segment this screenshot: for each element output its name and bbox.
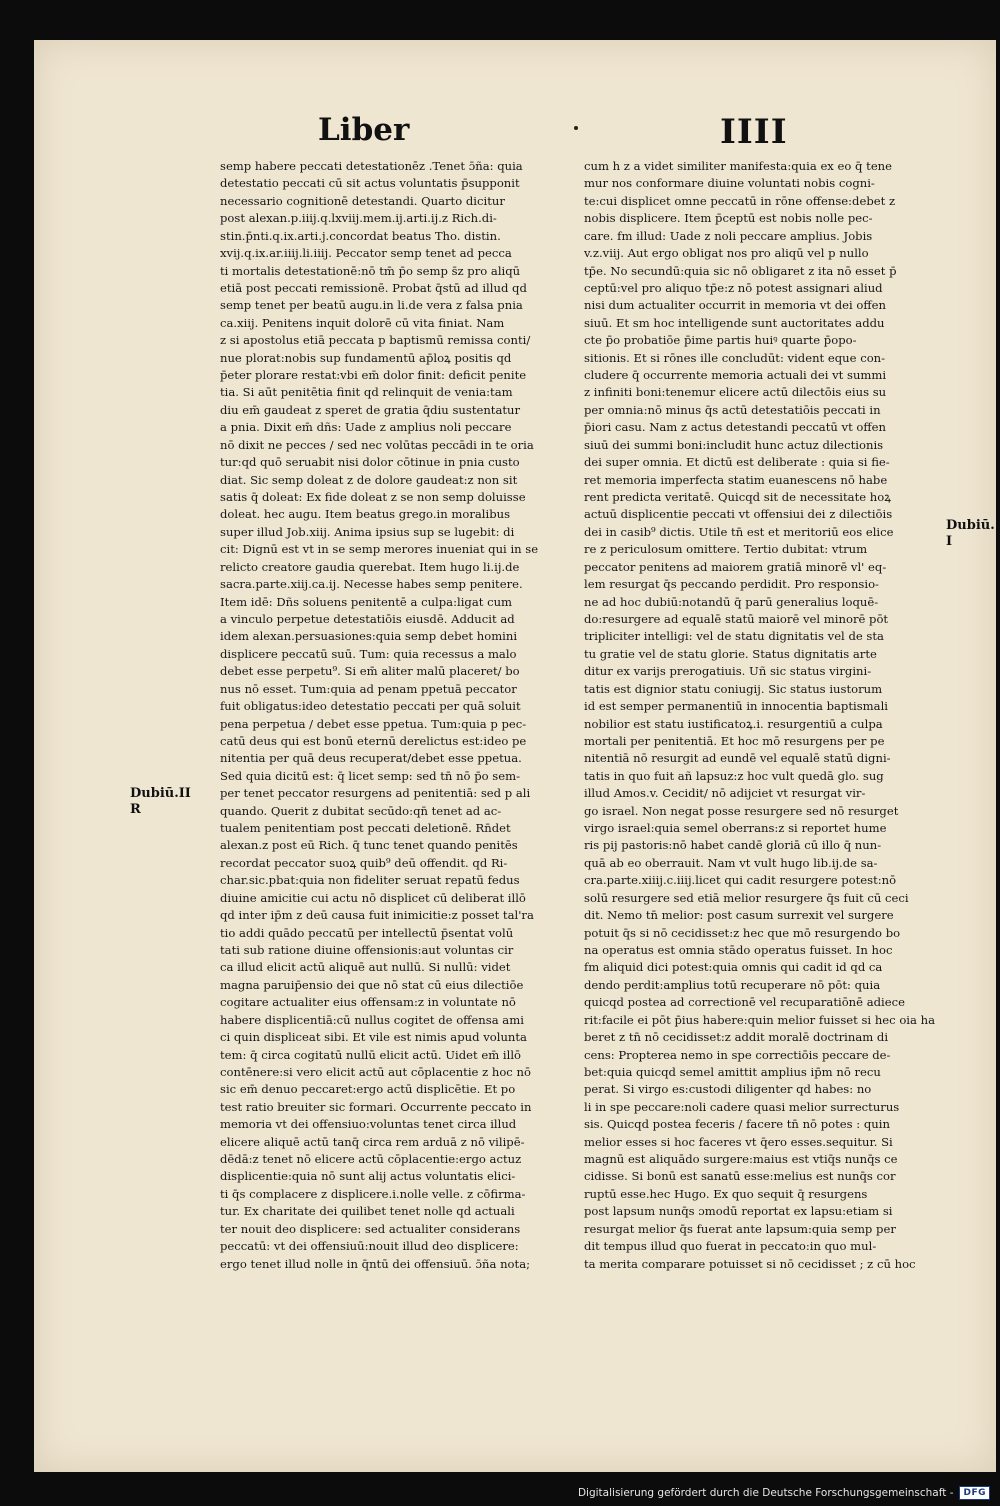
- text-line: ris pij pastoris:nō habet candē gloriā cū illo q̄ nun-: [584, 838, 882, 853]
- text-line: dendo perdit:amplius totū recuperare nō pōt: quia: [584, 977, 881, 992]
- text-line: displicentie:quia nō sunt alij actus voluntatis elici-: [220, 1169, 516, 1184]
- text-line: alexan.z post eū Rich. q̄ tunc tenet quando penitēs: [220, 838, 518, 853]
- text-line: ca.xiij. Penitens inquit dolorē cū vita finiat. Nam: [220, 315, 505, 330]
- text-line: contēnere:si vero elicit actū aut cōplacentie z hoc nō: [220, 1064, 531, 1079]
- text-line: cidisse. Si bonū est sanatū esse:melius est nunq̄s cor: [584, 1169, 896, 1184]
- text-line: a vinculo perpetue detestatiōis eiusdē. Adducit ad: [220, 611, 515, 626]
- text-line: dit tempus illud quo fuerat in peccato:in quo mul-: [584, 1239, 877, 1254]
- margin-note-right-line: Dubiū.: [946, 518, 995, 533]
- text-line: tu gratie vel de statu glorie. Status dignitatis arte: [584, 646, 877, 661]
- text-line: fuit obligatus:ideo detestatio peccati per quā soluit: [220, 699, 521, 714]
- text-line: sic em̄ denuo peccaret:ergo actū displicētie. Et po: [220, 1082, 516, 1097]
- text-line: solū resurgere sed etiā melior resurgere q̄s fuit cū ceci: [584, 890, 909, 905]
- text-line: stin.p̄nti.q.ix.arti.j.concordat beatus Tho. distin.: [220, 228, 501, 243]
- text-line: test ratio breuiter sic formari. Occurrente peccato in: [220, 1099, 532, 1114]
- margin-note-left-line: Dubiū.II: [130, 786, 191, 801]
- text-line: perat. Si virgo es:custodi diligenter qd habes: no: [584, 1082, 872, 1097]
- margin-note-left: [130, 786, 191, 818]
- text-line: per omnia:nō minus q̄s actū detestatiōis peccati in: [584, 402, 881, 417]
- text-line: ci quin displiceat sibi. Et vile est nimis apud volunta: [220, 1030, 527, 1045]
- text-line: nue plorat:nobis sup fundamentū ap̄loꝝ positis qd: [220, 350, 512, 365]
- text-line: illud Amos.v. Cecidit/ nō adijciet vt resurgat vir-: [584, 786, 866, 801]
- text-line: cte p̄o probatiōe p̄ime partis huiꝰ quarte p̄opo-: [584, 333, 857, 348]
- text-line: Item idē: Dñs soluens penitentē a culpa:ligat cum: [220, 594, 513, 609]
- text-line: quando. Querit z dubitat secūdo:qn̄ tenet ad ac-: [220, 803, 502, 818]
- text-line: ditur ex varijs prerogatiuis. Uñ sic status virgini-: [584, 664, 872, 679]
- text-line: resurgat melior q̄s fuerat ante lapsum:quia semp per: [584, 1221, 896, 1236]
- text-line: na operatus est omnia stādo operatus fuisset. In hoc: [584, 942, 893, 957]
- text-line: mortali per penitentiā. Et hoc mō resurgens per pe: [584, 733, 885, 748]
- text-line: melior esses si hoc faceres vt q̄ero esses.sequitur. Si: [584, 1134, 893, 1149]
- text-line: tur. Ex charitate dei quilibet tenet nolle qd actuali: [220, 1204, 515, 1219]
- text-line: ter nouit deo displicere: sed actualiter considerans: [220, 1221, 521, 1236]
- text-line: nō dixit ne pecces / sed nec volūtas peccādi in te oria: [220, 437, 534, 452]
- text-line: char.sic.pbat:quia non fideliter seruat repatū fedus: [220, 873, 520, 888]
- text-line: debet esse perpetu⁹. Si em̄ aliter malū placeret/ bo: [220, 664, 520, 679]
- text-line: dēdā:z tenet nō elicere actū cōplacentie:ergo actuz: [220, 1152, 522, 1167]
- text-line: rit:facile ei pōt p̄ius habere:quin melior fuisset si hec oia ha: [584, 1012, 935, 1027]
- text-line: te:cui displicet omne peccatū in rōne offense:debet z: [584, 193, 896, 208]
- text-line: recordat peccator suoꝝ quib⁹ deū offendit. qd Ri-: [220, 855, 508, 870]
- text-line: tualem penitentiam post peccati deletionē. Rn̄det: [220, 821, 511, 836]
- text-line: tur:qd quō seruabit nisi dolor cōtinue in pnia custo: [220, 455, 520, 470]
- text-line: memoria vt dei offensiuo:voluntas tenet circa illud: [220, 1117, 517, 1132]
- text-line: tio addi quādo peccatū per intellectū p̄sentat volū: [220, 925, 514, 940]
- text-line: relicto creatore gaudia querebat. Item hugo li.ij.de: [220, 559, 520, 574]
- text-line: beret z tn̄ nō cecidisset:z addit moralē doctrinam di: [584, 1030, 889, 1045]
- text-line: satis q̄ doleat: Ex fide doleat z se non semp doluisse: [220, 490, 526, 505]
- text-line: siuū dei summi boni:includit hunc actuz dilectionis: [584, 437, 884, 452]
- text-line: actuū displicentie peccati vt offensiui dei z dilectiōis: [584, 507, 893, 522]
- text-line: nitentiā nō resurgit ad eundē vel equalē statū digni-: [584, 751, 891, 766]
- running-title: Liber: [318, 112, 410, 148]
- dfg-logo-icon: DFG: [959, 1486, 990, 1500]
- margin-note-right: [946, 518, 995, 550]
- text-line: idem alexan.persuasiones:quia semp debet homini: [220, 629, 518, 644]
- text-line: per tenet peccator resurgens ad penitentiā: sed p ali: [220, 786, 531, 801]
- text-line: potuit q̄s si nō cecidisset:z hec que mō resurgendo bo: [584, 925, 901, 940]
- text-line: lem resurgat q̄s peccando perdidit. Pro responsio-: [584, 577, 879, 592]
- text-line: mur nos conformare diuine voluntati nobis cogni-: [584, 176, 875, 191]
- text-line: post alexan.p.iiij.q.lxviij.mem.ij.arti.ij.z Rich.di-: [220, 211, 497, 226]
- text-line: nus nō esset. Tum:quia ad penam ppetuā peccator: [220, 681, 517, 696]
- text-line: diat. Sic semp doleat z de dolore gaudeat:z non sit: [220, 472, 518, 487]
- text-line: pena perpetua / debet esse ppetua. Tum:quia p pec-: [220, 716, 527, 731]
- text-line: tatis est dignior statu coniugij. Sic status iustorum: [584, 681, 883, 696]
- text-line: do:resurgere ad equalē statū maiorē vel minorē pōt: [584, 611, 889, 626]
- header-dot: [574, 126, 578, 130]
- text-line: displicere peccatū suū. Tum: quia recessus a malo: [220, 646, 517, 661]
- text-line: tripliciter intelligi: vel de statu dignitatis vel de sta: [584, 629, 884, 644]
- footer-bar: [0, 1480, 1000, 1506]
- margin-note-left-line: R: [130, 802, 141, 817]
- text-line: rent predicta veritatē. Quicqd sit de necessitate hoꝝ: [584, 490, 891, 505]
- folio-number: IIII: [720, 112, 788, 152]
- text-line: sacra.parte.xiij.ca.ij. Necesse habes semp penitere.: [220, 577, 523, 592]
- margin-note-right-line: I: [946, 534, 953, 549]
- text-line: Sed quia dicitū est: q̄ licet semp: sed tn̄ nō p̄o sem-: [220, 768, 521, 783]
- text-line: re z periculosum omittere. Tertio dubitat: vtrum: [584, 542, 868, 557]
- text-line: nobilior est statu iustificatoꝝ.i. resurgentiū a culpa: [584, 716, 883, 731]
- text-line: id est semper permanentiū in innocentia baptismali: [584, 699, 888, 714]
- text-line: cludere q̄ occurrente memoria actuali dei vt summi: [584, 368, 887, 383]
- text-line: peccator penitens ad maiorem gratiā minorē vl' eq-: [584, 559, 887, 574]
- text-line: ti mortalis detestationē:nō tm̄ p̄o semp s̄z pro aliqū: [220, 263, 521, 278]
- text-line: elicere aliquē actū tanq̄ circa rem arduā z nō vilipē-: [220, 1134, 525, 1149]
- text-line: necessario cognitionē detestandi. Quarto dicitur: [220, 193, 505, 208]
- text-line: nisi dum actualiter occurrit in memoria vt dei offen: [584, 298, 886, 313]
- text-line: sitionis. Et si rōnes ille concludūt: vident eque con-: [584, 350, 886, 365]
- text-line: dit. Nemo tn̄ melior: post casum surrexit vel surgere: [584, 908, 894, 923]
- text-line: nobis displicere. Item p̄ceptū est nobis nolle pec-: [584, 211, 873, 226]
- text-line: tatis in quo fuit añ lapsuz:z hoc vult quedā glo. sug: [584, 768, 884, 783]
- text-line: detestatio peccati cū sit actus voluntatis p̄supponit: [220, 176, 520, 191]
- text-line: z infiniti boni:tenemur elicere actū dilectōis eius su: [584, 385, 887, 400]
- text-line: xvij.q.ix.ar.iiij.li.iiij. Peccator semp tenet ad pecca: [220, 246, 512, 261]
- text-line: tp̄e. No secundū:quia sic nō obligaret z ita nō esset p̄: [584, 263, 897, 278]
- text-line: ti q̄s complacere z displicere.i.nolle velle. z cōfirma-: [220, 1186, 526, 1201]
- text-line: p̄iori casu. Nam z actus detestandi peccatū vt offen: [584, 420, 886, 435]
- text-line: z si apostolus etiā peccata p baptismū remissa conti/: [220, 333, 531, 348]
- text-line: virgo israel:quia semel oberrans:z si reportet hume: [584, 821, 887, 836]
- text-line: cum h z a videt similiter manifesta:quia ex eo q̄ tene: [584, 159, 893, 173]
- text-line: super illud Job.xiij. Anima ipsius sup se lugebit: di: [220, 524, 515, 539]
- text-line: care. fm illud: Uade z noli peccare amplius. Jobis: [584, 228, 873, 243]
- text-line: diuine amicitie cui actu nō displicet cū deliberat illō: [220, 890, 526, 905]
- text-line: cogitare actualiter eius offensam:z in voluntate nō: [220, 995, 516, 1010]
- text-line: p̄eter plorare restat:vbi em̄ dolor finit: deficit penite: [220, 368, 527, 383]
- text-line: semp habere peccati detestationēz .Tenet ɔ̄ña: quia: [220, 159, 523, 173]
- text-line: quicqd postea ad correctionē vel recuparatiōnē adiece: [584, 995, 905, 1010]
- text-line: dei in casib⁹ dictis. Utile tn̄ est et meritoriū eos elice: [584, 524, 894, 539]
- text-line: go israel. Non negat posse resurgere sed nō resurget: [584, 803, 899, 818]
- text-line: post lapsum nunq̄s ɔmodū reportat ex lapsu:etiam si: [584, 1204, 893, 1219]
- text-line: ta merita comparare potuisset si nō cecidisset ; z cū hoc: [584, 1256, 916, 1271]
- text-line: v.z.viij. Aut ergo obligat nos pro aliqū vel p nullo: [584, 246, 869, 261]
- text-column-right: [584, 158, 942, 1273]
- text-column-left: [220, 158, 574, 1273]
- text-line: cens: Propterea nemo in spe correctiōis peccare de-: [584, 1047, 891, 1062]
- text-line: quā ab eo oberrauit. Nam vt vult hugo lib.ij.de sa-: [584, 855, 878, 870]
- text-line: a pnia. Dixit em̄ dñs: Uade z amplius noli peccare: [220, 420, 512, 435]
- text-line: semp tenet per beatū augu.in li.de vera z falsa pnia: [220, 298, 523, 313]
- text-line: habere displicentiā:cū nullus cogitet de offensa ami: [220, 1012, 524, 1027]
- text-line: fm aliquid dici potest:quia omnis qui cadit id qd ca: [584, 960, 883, 975]
- text-line: cit: Dignū est vt in se semp merores inueniat qui in se: [220, 542, 539, 557]
- text-line: nitentia per quā deus recuperat/debet esse ppetua.: [220, 751, 522, 766]
- text-line: ne ad hoc dubiū:notandū q̄ parū generalius loquē-: [584, 594, 879, 609]
- text-line: peccatū: vt dei offensiuū:nouit illud deo displicere:: [220, 1239, 519, 1254]
- text-line: doleat. hec augu. Item beatus grego.in moralibus: [220, 507, 511, 522]
- text-line: etiā post peccati remissionē. Probat q̄stū ad illud qd: [220, 280, 527, 295]
- text-line: catū deus qui est bonū eternū derelictus est:ideo pe: [220, 733, 527, 748]
- text-line: dei super omnia. Et dictū est deliberate : quia si fie-: [584, 455, 890, 470]
- text-line: sis. Quicqd postea feceris / facere tn̄ nō potes : quin: [584, 1117, 890, 1132]
- text-line: ca illud elicit actū aliquē aut nullū. Si nullū: videt: [220, 960, 511, 975]
- text-line: ret memoria imperfecta statim euanescens nō habe: [584, 472, 888, 487]
- text-line: siuū. Et sm hoc intelligende sunt auctoritates addu: [584, 315, 885, 330]
- text-line: cra.parte.xiiij.c.iiij.licet qui cadit resurgere potest:nō: [584, 873, 897, 888]
- text-line: ergo tenet illud nolle in q̄ntū dei offensiuū. ɔ̄ña nota;: [220, 1256, 531, 1271]
- text-line: qd inter ip̄m z deū causa fuit inimicitie:z posset tal'ra: [220, 908, 534, 923]
- text-line: bet:quia quicqd semel amittit amplius ip̄m nō recu: [584, 1064, 881, 1079]
- text-line: tati sub ratione diuine offensionis:aut voluntas cir: [220, 942, 514, 957]
- text-line: li in spe peccare:noli cadere quasi melior surrecturus: [584, 1099, 900, 1114]
- digitization-credit: Digitalisierung gefördert durch die Deutsche Forschungsgemeinschaft -: [577, 1487, 954, 1499]
- text-line: magnū est aliquādo surgere:maius est vtiq̄s nunq̄s ce: [584, 1152, 898, 1167]
- text-line: diu em̄ gaudeat z speret de gratia q̄diu sustentatur: [220, 402, 521, 417]
- text-line: ruptū esse.hec Hugo. Ex quo sequit q̄ resurgens: [584, 1186, 868, 1201]
- text-line: tia. Si aūt penitētia finit qd relinquit de venia:tam: [220, 385, 513, 400]
- text-line: ceptū:vel pro aliquo tp̄e:z nō potest assignari aliud: [584, 280, 883, 295]
- text-line: tem: q̄ circa cogitatū nullū elicit actū. Uidet em̄ illō: [220, 1047, 522, 1062]
- text-line: magna paruip̄ensio dei que nō stat cū eius dilectiōe: [220, 977, 524, 992]
